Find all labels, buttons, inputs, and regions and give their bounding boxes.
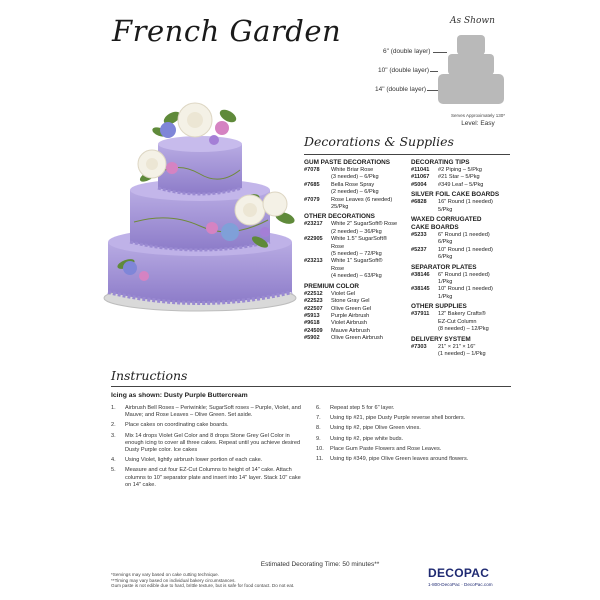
footnote: Gum paste is not edible due to hard, brittle texture, but is safe for food contact. Do not eat. bbox=[111, 583, 295, 588]
step-number: 10. bbox=[316, 445, 324, 452]
step-text: Using tip #2, pipe white buds. bbox=[330, 435, 404, 442]
supply-desc: 10" Round (1 needed) 6/Pkg bbox=[438, 246, 493, 261]
footnotes bbox=[111, 572, 294, 589]
supply-group bbox=[304, 283, 410, 343]
supply-desc: White 1.5" SugarSoft® Rose (5 needed) – 72/Pkg bbox=[331, 236, 388, 258]
supply-item bbox=[411, 247, 511, 262]
supply-desc: Purple Airbrush bbox=[331, 312, 370, 319]
tier-label-10: 10" (double layer) bbox=[378, 67, 430, 74]
supply-desc: Violet Airbrush bbox=[331, 320, 367, 327]
tier-leader-line bbox=[427, 90, 438, 91]
instruction-step bbox=[111, 467, 301, 489]
instruction-step bbox=[316, 405, 516, 412]
tier-leader-line bbox=[433, 52, 447, 53]
supply-code: #23213 bbox=[304, 258, 323, 265]
step-text: Mix 14 drops Violet Gel Color and 8 drops Stone Grey Gel Color in enough icing to cover all three cakes. Repeat until you achieve desired Dusty Purple color. Ice cakes bbox=[125, 432, 301, 454]
supply-item bbox=[411, 232, 511, 247]
step-number: 7. bbox=[316, 415, 321, 422]
supply-code: #7078 bbox=[304, 167, 320, 173]
instruction-step bbox=[111, 422, 301, 429]
step-number: 3. bbox=[111, 432, 116, 439]
serves-text: Serves Approximately 130* bbox=[450, 113, 506, 118]
step-number: 11. bbox=[316, 456, 324, 463]
supply-item bbox=[304, 221, 410, 236]
supply-item bbox=[304, 291, 410, 298]
section-divider bbox=[111, 386, 511, 387]
supplies-left-column bbox=[304, 157, 410, 343]
supply-code: #11067 bbox=[411, 174, 430, 181]
supplies-heading: Decorations & Supplies bbox=[304, 134, 454, 149]
step-text: Using tip #349, pipe Olive Green leaves around flowers. bbox=[330, 456, 469, 463]
brand-contact: 1-800-DecoPac · DecoPac.com bbox=[428, 582, 493, 587]
supply-group-title: OTHER SUPPLIES bbox=[411, 303, 467, 311]
supply-group-title: SILVER FOIL CAKE BOARDS bbox=[411, 191, 500, 199]
step-text: Using tip #2, pipe Olive Green vines. bbox=[330, 425, 421, 432]
step-text: Using Violet, lightly airbrush lower portion of each cake. bbox=[125, 457, 263, 464]
tier-leader-line bbox=[430, 71, 438, 72]
step-number: 9. bbox=[316, 435, 321, 442]
as-shown-label: As Shown bbox=[450, 16, 495, 26]
supply-desc: Rose Leaves (6 needed) 25/Pkg bbox=[331, 196, 393, 211]
supply-code: #38146 bbox=[411, 271, 430, 278]
section-divider bbox=[304, 154, 510, 155]
supply-desc: 6" Round (1 needed) 6/Pkg bbox=[438, 232, 490, 246]
supply-group bbox=[304, 159, 410, 211]
supply-code: #23217 bbox=[304, 221, 323, 228]
supply-item bbox=[304, 320, 410, 327]
icing-note: Icing as shown: Dusty Purple Buttercream bbox=[111, 392, 248, 399]
tier-label-14: 14" (double layer) bbox=[375, 86, 427, 93]
supply-item bbox=[411, 167, 511, 174]
supply-code: #5004 bbox=[411, 181, 427, 188]
step-text: Airbrush Bell Roses – Periwinkle; SugarSoft roses – Purple, Violet, and Mauve; and Rose Leaves – Olive Green. Set aside. bbox=[125, 405, 301, 419]
supply-desc: Olive Green Gel bbox=[331, 305, 372, 312]
supply-code: #9618 bbox=[304, 320, 320, 327]
supply-desc: Mauve Airbrush bbox=[331, 327, 370, 334]
instruction-step bbox=[111, 433, 301, 455]
instruction-step bbox=[316, 436, 516, 443]
step-number: 4. bbox=[111, 457, 116, 464]
step-number: 6. bbox=[316, 405, 321, 411]
supply-desc: Olive Green Airbrush bbox=[331, 335, 383, 342]
instruction-step bbox=[111, 457, 301, 464]
supplies-right-column bbox=[411, 157, 511, 358]
supply-item bbox=[304, 167, 410, 182]
supply-desc: #349 Leaf – 5/Pkg bbox=[438, 181, 484, 188]
supply-group bbox=[411, 191, 511, 214]
supply-group-title: GUM PASTE DECORATIONS bbox=[304, 159, 391, 166]
supply-code: #7303 bbox=[411, 343, 427, 350]
instruction-step bbox=[316, 446, 516, 453]
supply-item bbox=[304, 236, 410, 258]
supply-code: #5902 bbox=[304, 335, 320, 342]
supply-desc: #21 Star – 5/Pkg bbox=[438, 174, 480, 181]
supply-code: #38145 bbox=[411, 286, 430, 293]
supply-item bbox=[411, 174, 511, 181]
steps-left-column bbox=[111, 405, 301, 492]
supply-code: #22512 bbox=[304, 290, 323, 297]
supply-desc: #2 Piping – 5/Pkg bbox=[438, 167, 482, 173]
supply-code: #5913 bbox=[304, 312, 320, 319]
supply-group-title: SEPARATOR PLATES bbox=[411, 263, 477, 271]
supply-desc: White Briar Rose (3 needed) – 6/Pkg bbox=[331, 167, 379, 181]
supply-group bbox=[411, 336, 511, 359]
supply-group-title: OTHER DECORATIONS bbox=[304, 213, 375, 221]
tier-diagram bbox=[435, 33, 507, 105]
supply-desc: Stone Gray Gel bbox=[331, 298, 370, 305]
decopac-logo: DECOPAC bbox=[428, 566, 490, 580]
footnote: **Timing may vary based on individual bakery circumstances. bbox=[111, 577, 236, 583]
supply-group bbox=[411, 159, 511, 189]
supply-item bbox=[411, 199, 511, 214]
step-text: Measure and cut four EZ-Cut Columns to height of 14" cake. Attach columns to 10" separator plate and insert into 14" layer. Stack 10" cake on 14" cake. bbox=[125, 467, 301, 488]
supply-desc: 16" Round (1 needed) 5/Pkg bbox=[438, 199, 493, 213]
supply-code: #24509 bbox=[304, 327, 323, 334]
supply-desc: White 2" SugarSoft® Rose (2 needed) – 36/Pkg bbox=[331, 221, 398, 235]
supply-item bbox=[411, 344, 511, 359]
supply-item bbox=[304, 328, 410, 335]
supply-code: #7685 bbox=[304, 181, 320, 188]
instruction-step bbox=[316, 456, 516, 463]
cake-photo bbox=[100, 92, 300, 317]
supply-item bbox=[304, 197, 410, 212]
step-number: 8. bbox=[316, 425, 321, 432]
step-number: 5. bbox=[111, 467, 116, 474]
supply-desc: White 1" SugarSoft® Rose (4 needed) – 63/Pkg bbox=[331, 258, 383, 280]
level-text: Level: Easy bbox=[461, 120, 495, 127]
supply-group bbox=[411, 264, 511, 302]
supply-code: #6828 bbox=[411, 199, 427, 206]
supply-group-title: WAXED CORRUGATED CAKE BOARDS bbox=[411, 216, 482, 232]
step-text: Using tip #21, pipe Dusty Purple reverse shell borders. bbox=[330, 415, 466, 422]
supply-item bbox=[304, 298, 410, 305]
supply-desc: 12" Bakery Crafts® EZ-Cut Column (8 needed) – 12/Pkg bbox=[438, 311, 489, 333]
step-number: 1. bbox=[111, 405, 116, 411]
supply-item bbox=[411, 286, 511, 301]
supply-group bbox=[411, 303, 511, 333]
supply-item bbox=[304, 182, 410, 197]
estimated-time: Estimated Decorating Time: 50 minutes** bbox=[260, 561, 380, 568]
supply-item bbox=[411, 272, 511, 287]
supply-item bbox=[411, 311, 511, 333]
supply-code: #22507 bbox=[304, 305, 323, 312]
step-number: 2. bbox=[111, 422, 116, 429]
supply-item bbox=[304, 313, 410, 320]
supply-desc: Bella Rose Spray (2 needed) – 6/Pkg bbox=[331, 181, 379, 196]
instruction-step bbox=[316, 425, 516, 432]
instructions-heading: Instructions bbox=[111, 368, 188, 383]
tier-top-shape bbox=[457, 35, 485, 55]
supply-desc: Violet Gel bbox=[331, 290, 356, 297]
supply-desc: 10" Round (1 needed) 1/Pkg bbox=[438, 286, 493, 300]
supply-code: #11041 bbox=[411, 167, 430, 173]
supply-code: #37911 bbox=[411, 311, 430, 318]
supply-code: #22523 bbox=[304, 298, 323, 305]
page-title: French Garden bbox=[112, 14, 342, 48]
supply-group-title: DELIVERY SYSTEM bbox=[411, 335, 471, 343]
supply-desc: 6" Round (1 needed) 1/Pkg bbox=[438, 271, 490, 286]
supply-code: #22905 bbox=[304, 236, 323, 243]
supply-item bbox=[304, 335, 410, 342]
step-text: Place Gum Paste Flowers and Rose Leaves. bbox=[330, 445, 442, 452]
tier-bottom-shape bbox=[438, 74, 504, 104]
supply-group bbox=[411, 216, 511, 262]
supply-group bbox=[304, 213, 410, 280]
step-text: Place cakes on coordinating cake boards. bbox=[125, 422, 229, 429]
tier-label-6: 6" (double layer) bbox=[383, 48, 431, 55]
step-text: Repeat step 5 for 6" layer. bbox=[330, 405, 395, 411]
supply-code: #5237 bbox=[411, 246, 427, 253]
supply-group-title: DECORATING TIPS bbox=[411, 159, 470, 166]
supply-item bbox=[304, 258, 410, 280]
footnote: *Servings may vary based on cake cutting technique. bbox=[111, 572, 220, 577]
supply-desc: 21" × 21" × 16" (1 needed) – 1/Pkg bbox=[438, 343, 486, 357]
supply-item bbox=[304, 306, 410, 313]
instruction-step bbox=[111, 405, 301, 419]
supply-item bbox=[411, 182, 511, 189]
supply-group-title: PREMIUM COLOR bbox=[304, 282, 360, 290]
instruction-step bbox=[316, 415, 516, 422]
steps-right-column bbox=[316, 405, 516, 466]
tier-middle-shape bbox=[448, 54, 494, 75]
supply-code: #7079 bbox=[304, 196, 320, 203]
supply-code: #5233 bbox=[411, 232, 427, 239]
